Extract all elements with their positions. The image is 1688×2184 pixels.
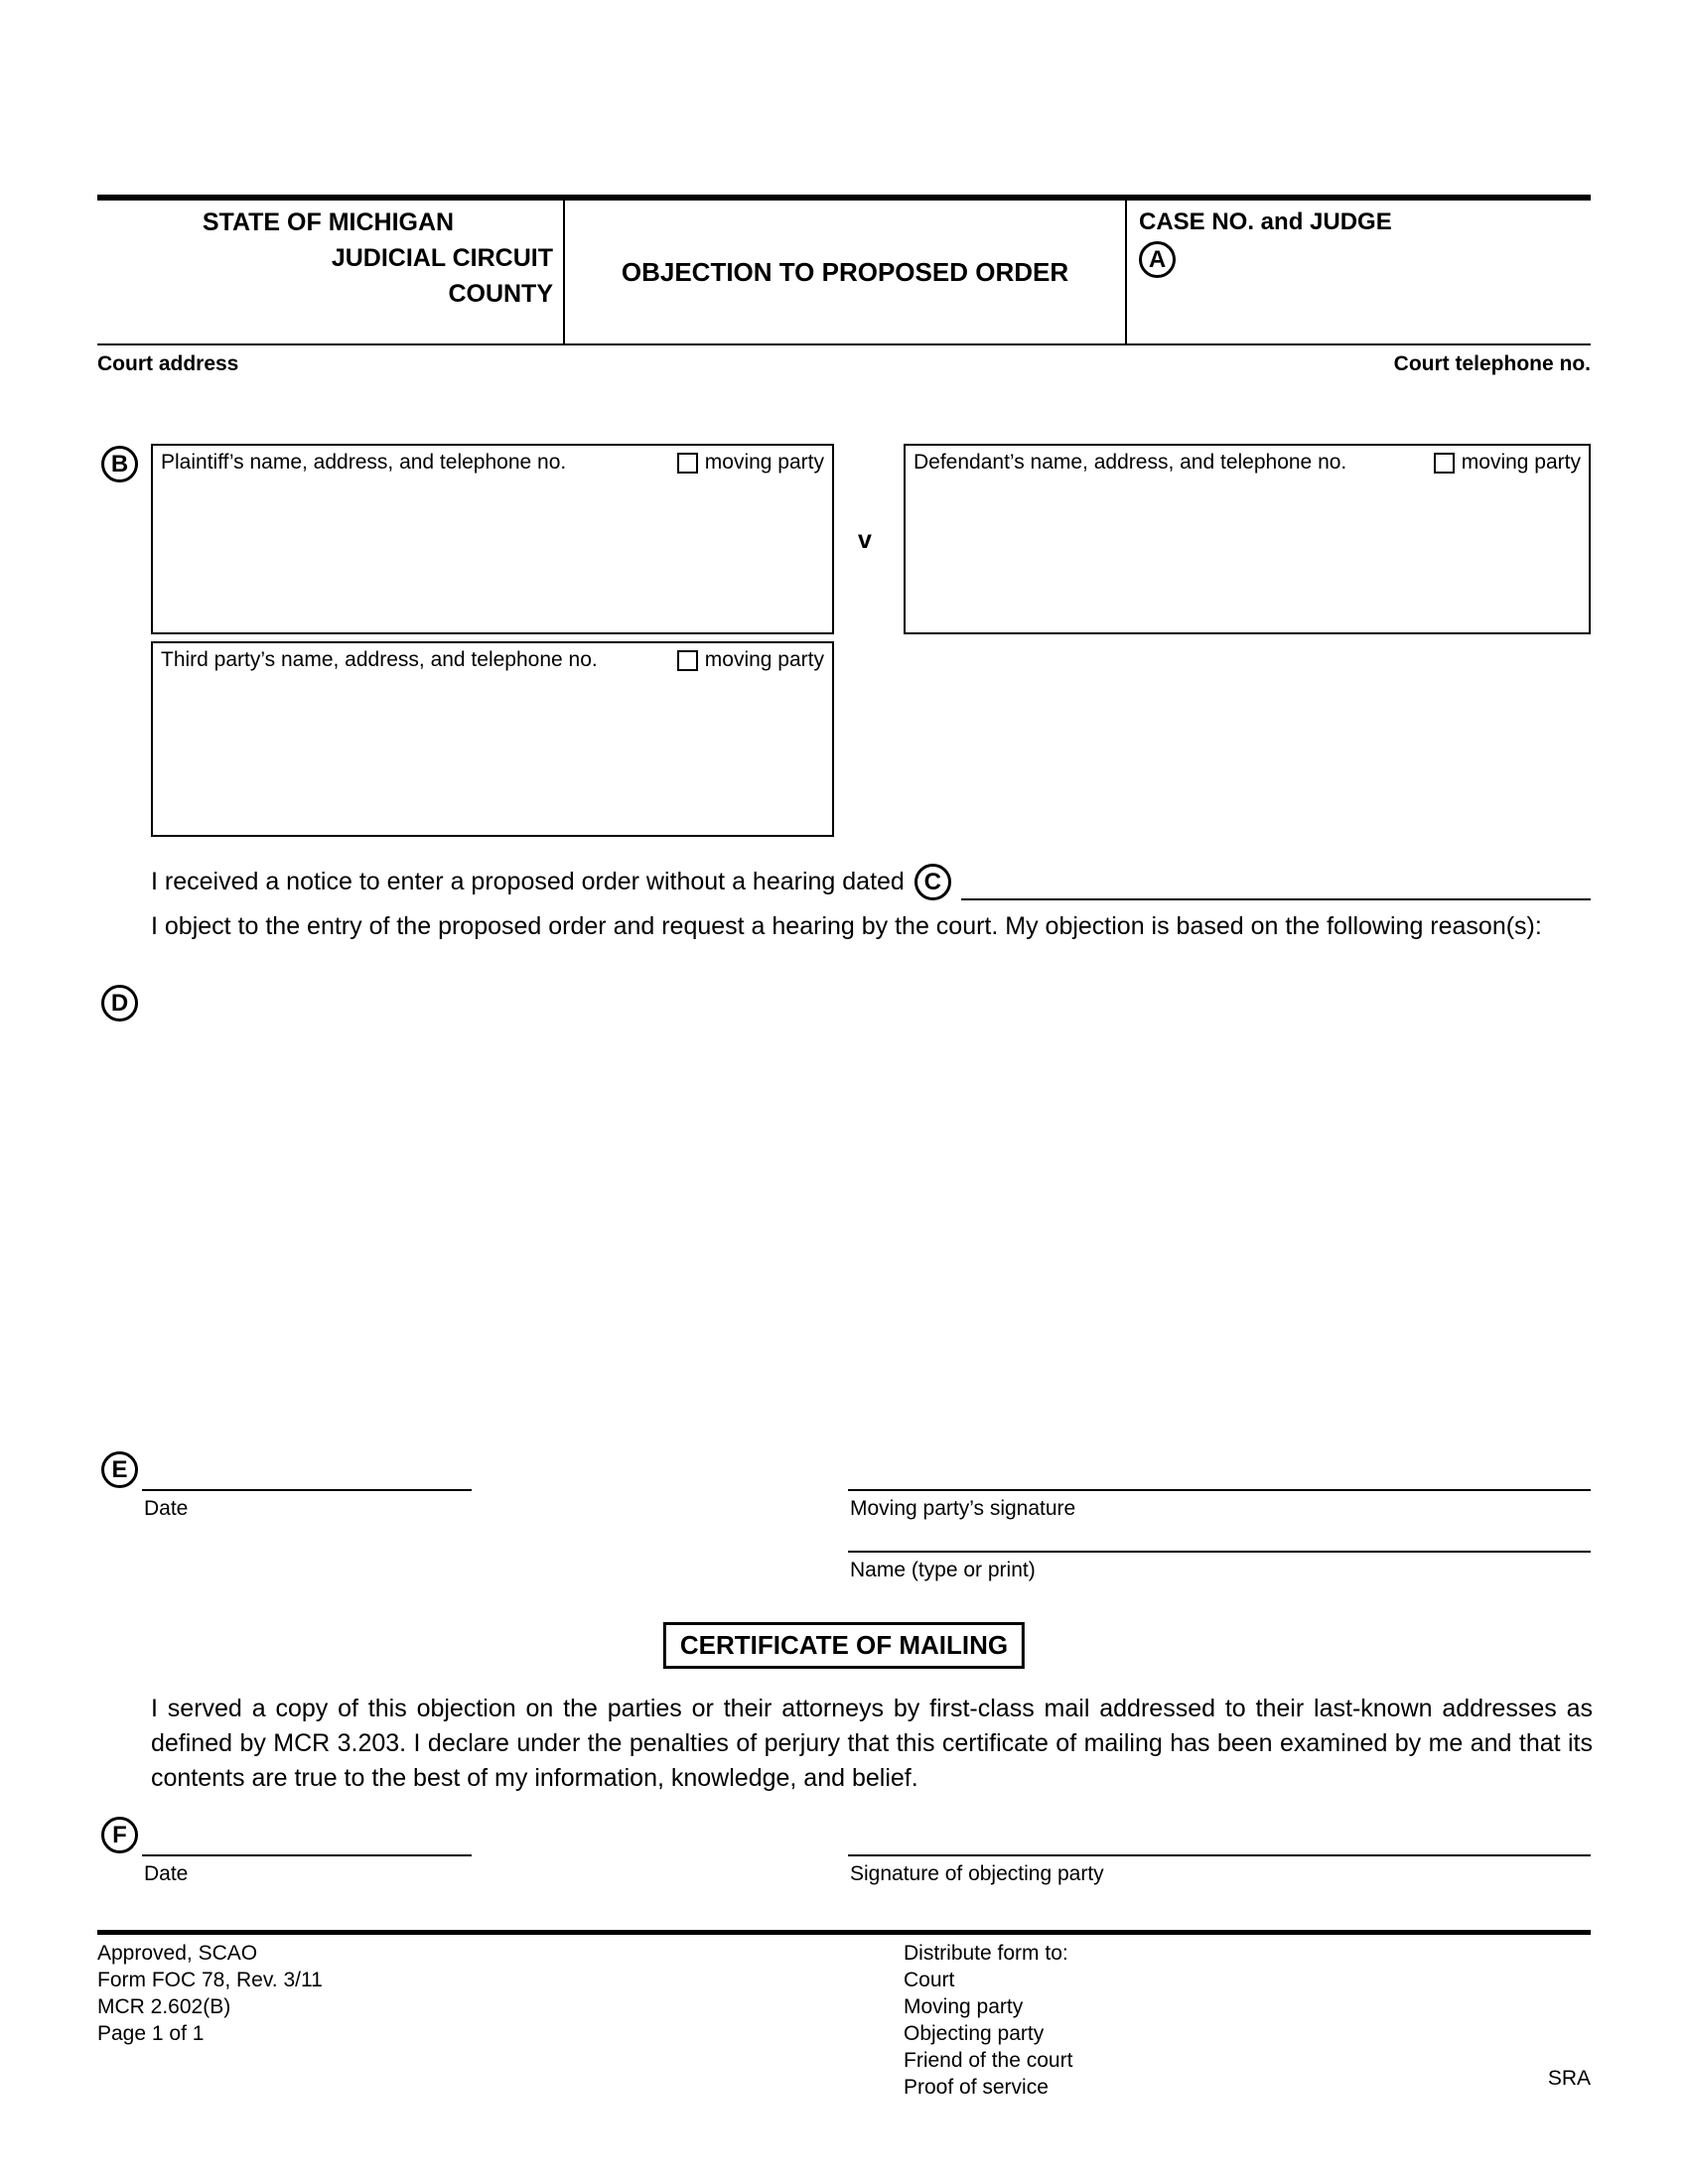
marker-c: C: [914, 864, 951, 900]
marker-e: E: [101, 1451, 138, 1488]
notice-row: [151, 864, 1591, 900]
defendant-moving-party-label: moving party: [1461, 451, 1581, 474]
defendant-info-box[interactable]: [904, 444, 1591, 634]
court-cell[interactable]: [97, 201, 565, 343]
third-party-moving-party-group: [677, 648, 824, 672]
distribute-item-proof-of-service: Proof of service: [904, 2076, 1049, 2099]
form-title-cell: [565, 201, 1127, 343]
form-number-label: Form FOC 78, Rev. 3/11: [97, 1969, 323, 1991]
notice-text: I received a notice to enter a proposed order without a hearing dated: [151, 868, 905, 895]
page-number-label: Page 1 of 1: [97, 2022, 205, 2045]
marker-b: B: [101, 446, 138, 482]
third-party-moving-party-checkbox[interactable]: [677, 650, 698, 671]
moving-party-signature-field[interactable]: [848, 1469, 1591, 1491]
objection-statement: I object to the entry of the proposed order and request a hearing by the court. My objection is based on the following reason(s):: [151, 912, 1542, 940]
plaintiff-box-header: [153, 446, 832, 475]
case-no-judge-label: CASE NO. and JUDGE: [1139, 208, 1392, 235]
certificate-date-field[interactable]: [142, 1835, 472, 1856]
objecting-party-signature-field[interactable]: [848, 1835, 1591, 1856]
notice-date-field[interactable]: [961, 869, 1591, 900]
name-type-or-print-label: Name (type or print): [850, 1559, 1036, 1581]
defendant-box-header: [906, 446, 1589, 475]
defendant-moving-party-group: [1434, 451, 1581, 475]
plaintiff-moving-party-label: moving party: [704, 451, 824, 474]
header-table: [97, 201, 1591, 345]
objecting-party-signature-label: Signature of objecting party: [850, 1862, 1104, 1885]
plaintiff-label: Plaintiff’s name, address, and telephone no.: [161, 451, 567, 474]
approved-scao-label: Approved, SCAO: [97, 1942, 258, 1965]
form-identification: [97, 1940, 323, 2047]
third-party-box-header: [153, 643, 832, 672]
defendant-label: Defendant’s name, address, and telephone no.: [914, 451, 1347, 474]
sra-label: SRA: [1547, 2067, 1591, 2090]
marker-f: F: [101, 1817, 138, 1853]
case-number-cell[interactable]: [1127, 201, 1591, 343]
mcr-rule-label: MCR 2.602(B): [97, 1995, 231, 2018]
county-label: COUNTY: [448, 280, 553, 308]
plaintiff-info-box[interactable]: [151, 444, 834, 634]
judicial-circuit-label: JUDICIAL CIRCUIT: [331, 244, 553, 272]
third-party-moving-party-label: moving party: [704, 648, 824, 671]
certificate-date-label: Date: [144, 1862, 189, 1885]
marker-a: A: [1139, 241, 1176, 278]
certificate-title-box: [663, 1622, 1025, 1669]
distribution-list: [904, 1940, 1072, 2101]
third-party-info-box[interactable]: [151, 641, 834, 837]
moving-party-signature-label: Moving party’s signature: [850, 1497, 1076, 1520]
date-field[interactable]: [142, 1469, 472, 1491]
bottom-rule: [97, 1930, 1591, 1935]
distribute-item-moving-party: Moving party: [904, 1995, 1024, 2018]
objection-reasons-area[interactable]: [151, 985, 1591, 1412]
distribute-item-court: Court: [904, 1969, 955, 1991]
marker-d: D: [101, 985, 138, 1022]
court-address-label: Court address: [97, 352, 239, 375]
defendant-moving-party-checkbox[interactable]: [1434, 453, 1455, 474]
versus-label: v: [858, 526, 872, 554]
name-type-or-print-field[interactable]: [848, 1531, 1591, 1553]
distribute-title: Distribute form to:: [904, 1942, 1068, 1965]
certificate-title: CERTIFICATE OF MAILING: [679, 1630, 1009, 1660]
plaintiff-moving-party-group: [677, 451, 824, 475]
date-label: Date: [144, 1497, 189, 1520]
court-telephone-label: Court telephone no.: [1393, 352, 1591, 375]
third-party-label: Third party’s name, address, and telephone no.: [161, 648, 598, 671]
page-title: OBJECTION TO PROPOSED ORDER: [621, 256, 1069, 287]
state-of-michigan-label: STATE OF MICHIGAN: [202, 208, 455, 236]
distribute-item-friend-of-court: Friend of the court: [904, 2049, 1073, 2072]
plaintiff-moving-party-checkbox[interactable]: [677, 453, 698, 474]
distribute-item-objecting-party: Objecting party: [904, 2022, 1045, 2045]
certificate-text: I served a copy of this objection on the parties or their attorneys by first-class mail addressed to their last-known addresses as defined by MCR 3.203. I declare under the penalties of perjury that this certificate of mailing has been examined by me and that its contents are true to the best of my information, knowledge, and belief.: [151, 1695, 1593, 1792]
